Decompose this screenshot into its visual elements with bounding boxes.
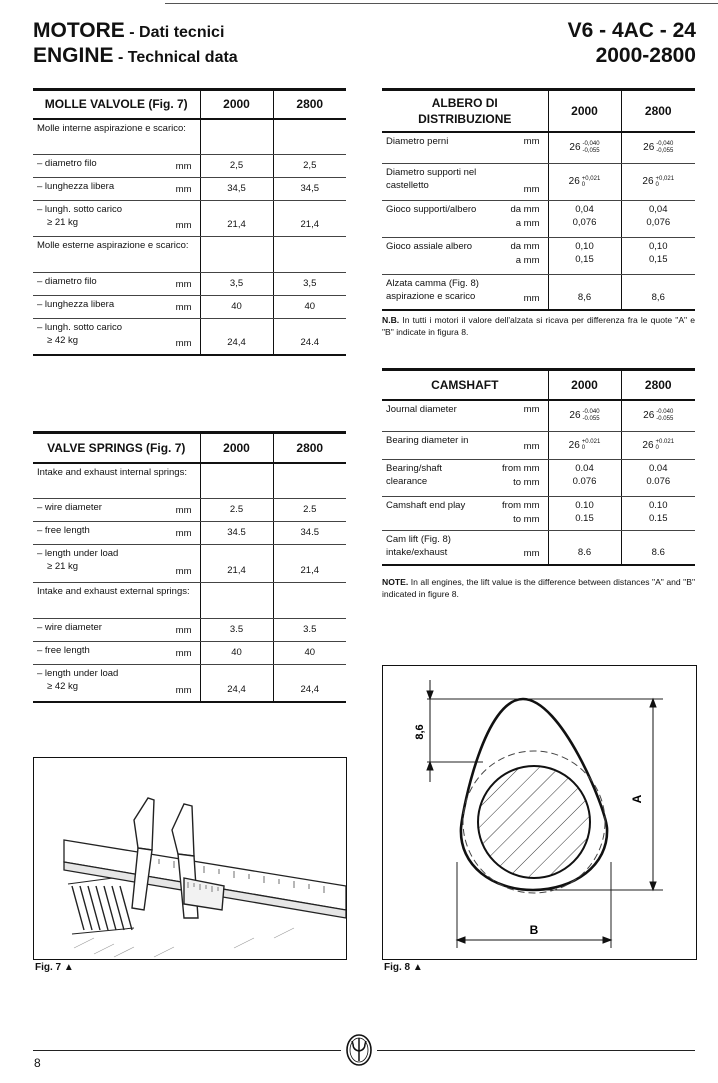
albero-title: ALBERO DI DISTRIBUZIONE (382, 90, 548, 132)
title-italian (33, 20, 224, 41)
figure-7-caption: Fig. 7 ▲ (35, 962, 74, 973)
springs-value-2000: 40 (200, 642, 273, 665)
molle-group-internal: Molle interne aspirazione e scarico: (33, 119, 200, 155)
springs-value-2800: 24,4 (273, 665, 346, 702)
dim-a-label: A (630, 794, 644, 804)
camshaft-value-2000: 8.6 (548, 531, 621, 565)
albero-row-label: Alzata camma (Fig. 8) aspirazione e scarico mm (382, 275, 548, 310)
springs-row-label: – free length mm (33, 642, 200, 665)
footer-rule-left (33, 1050, 341, 1051)
dim-b-label: B (529, 923, 539, 937)
trident-logo-icon (343, 1034, 375, 1066)
springs-value-2800: 21,4 (273, 545, 346, 583)
albero-col-2000: 2000 (548, 90, 621, 132)
albero-value-2800: 0,04 0,076 (621, 201, 695, 238)
molle-value-2800: 40 (273, 296, 346, 319)
camshaft-row-label: Bearing diameter in mm (382, 432, 548, 460)
albero-value-2800: 26 +0,021 0 (621, 164, 695, 201)
molle-row-label: – diametro filo mm (33, 273, 200, 296)
springs-col-2800: 2800 (273, 433, 346, 463)
camshaft-value-2000: 26 +0.021 0 (548, 432, 621, 460)
camshaft-value-2800: 0.04 0.076 (621, 460, 695, 497)
molle-value-2800: 21,4 (273, 201, 346, 237)
camshaft-row-label: Journal diameter mm (382, 400, 548, 432)
springs-value-2000: 3.5 (200, 619, 273, 642)
albero-col-2800: 2800 (621, 90, 695, 132)
molle-col-2000: 2000 (200, 90, 273, 119)
springs-row-label: – free length mm (33, 522, 200, 545)
figure-7-caliper (33, 757, 347, 960)
springs-title: VALVE SPRINGS (Fig. 7) (33, 433, 200, 463)
springs-value-2000: 21,4 (200, 545, 273, 583)
albero-row-label: Gioco assiale albero da mm a mm (382, 238, 548, 275)
molle-title: MOLLE VALVOLE (Fig. 7) (33, 90, 200, 119)
camshaft-value-2000: 0.10 0.15 (548, 497, 621, 531)
camshaft-value-2000: 26 -0.040 -0.055 (548, 400, 621, 432)
dim-lift-label: 8,6 (414, 724, 426, 740)
springs-value-2000: 2.5 (200, 499, 273, 522)
albero-value-2000: 0,10 0,15 (548, 238, 621, 275)
camshaft-title: CAMSHAFT (382, 370, 548, 400)
springs-value-2800: 2.5 (273, 499, 346, 522)
molle-value-2800: 24.4 (273, 319, 346, 355)
molle-col-2800: 2800 (273, 90, 346, 119)
springs-col-2000: 2000 (200, 433, 273, 463)
molle-value-2800: 2,5 (273, 155, 346, 178)
molle-row-label: – lunghezza libera mm (33, 178, 200, 201)
footer-rule-right (377, 1050, 695, 1051)
molle-row-label: – diametro filo mm (33, 155, 200, 178)
molle-value-2000: 34,5 (200, 178, 273, 201)
albero-row-label: Gioco supporti/albero da mm a mm (382, 201, 548, 238)
camshaft-value-2800: 8.6 (621, 531, 695, 565)
albero-value-2000: 26 +0,021 0 (548, 164, 621, 201)
albero-value-2800: 0,10 0,15 (621, 238, 695, 275)
albero-note-label: N.B. (382, 315, 400, 325)
albero-value-2000: 8,6 (548, 275, 621, 310)
camshaft-row-label: Camshaft end play from mm to mm (382, 497, 548, 531)
figure-8-caption: Fig. 8 ▲ (384, 962, 423, 973)
springs-value-2800: 34.5 (273, 522, 346, 545)
camshaft-note-label: NOTE. (382, 577, 409, 587)
molle-value-2800: 34,5 (273, 178, 346, 201)
albero-row-label: Diametro supporti nel castelletto mm (382, 164, 548, 201)
camshaft-row-label: Bearing/shaft clearance from mm to mm (382, 460, 548, 497)
molle-value-2000: 3,5 (200, 273, 273, 296)
molle-row-label: – lunghezza libera mm (33, 296, 200, 319)
springs-value-2000: 24,4 (200, 665, 273, 702)
shaft-section (478, 766, 590, 878)
molle-value-2800: 3,5 (273, 273, 346, 296)
springs-group-external: Intake and exhaust external springs: (33, 583, 200, 619)
springs-value-2800: 40 (273, 642, 346, 665)
camshaft-value-2800: 0.10 0.15 (621, 497, 695, 531)
camshaft-note-text: In all engines, the lift value is the difference between distances "A" and "B" indicated in figure 8. (382, 577, 696, 600)
camshaft-col-2800: 2800 (621, 370, 695, 400)
figure-8-cam-profile (382, 665, 697, 960)
title-english (33, 45, 238, 66)
springs-row-label: – length under load ≥ 21 kg mm (33, 545, 200, 583)
title-english-sub: - Technical data (117, 49, 238, 66)
camshaft-row-label: Cam lift (Fig. 8) intake/exhaust mm (382, 531, 548, 565)
cam-profile-illustration (383, 666, 696, 959)
springs-group-internal: Intake and exhaust internal springs: (33, 463, 200, 499)
molle-group-external: Molle esterne aspirazione e scarico: (33, 237, 200, 273)
molle-valvole-table (33, 88, 346, 356)
camshaft-value-2000: 0.04 0.076 (548, 460, 621, 497)
engine-range: 2000-2800 (595, 44, 696, 67)
molle-value-2000: 24,4 (200, 319, 273, 355)
camshaft-col-2000: 2000 (548, 370, 621, 400)
molle-value-2000: 40 (200, 296, 273, 319)
albero-value-2800: 26 -0,040 -0,055 (621, 132, 695, 164)
albero-row-label: Diametro perni mm (382, 132, 548, 164)
springs-row-label: – wire diameter mm (33, 619, 200, 642)
title-italian-sub: - Dati tecnici (129, 24, 225, 41)
page-number: 8 (34, 1056, 41, 1070)
header-rule (165, 3, 718, 4)
title-italian-main: MOTORE (33, 19, 125, 42)
molle-value-2000: 2,5 (200, 155, 273, 178)
engine-model: V6 - 4AC - 24 (567, 19, 696, 42)
caliper-illustration (34, 758, 346, 959)
albero-distribuzione-table (382, 88, 695, 311)
springs-row-label: – length under load ≥ 42 kg mm (33, 665, 200, 702)
albero-note (382, 314, 695, 339)
molle-row-label: – lungh. sotto carico ≥ 21 kg mm (33, 201, 200, 237)
springs-value-2800: 3.5 (273, 619, 346, 642)
camshaft-value-2800: 26 +0.021 0 (621, 432, 695, 460)
title-english-main: ENGINE (33, 44, 114, 67)
albero-note-text: In tutti i motori il valore dell'alzata si ricava per differenza fra le quote "A" e "B" indicate in figura 8. (382, 315, 696, 338)
camshaft-note (382, 576, 695, 601)
camshaft-value-2800: 26 -0.040 -0.055 (621, 400, 695, 432)
molle-value-2000: 21,4 (200, 201, 273, 237)
springs-row-label: – wire diameter mm (33, 499, 200, 522)
camshaft-table (382, 368, 695, 566)
albero-value-2000: 26 -0,040 -0,055 (548, 132, 621, 164)
springs-value-2000: 34.5 (200, 522, 273, 545)
molle-row-label: – lungh. sotto carico ≥ 42 kg mm (33, 319, 200, 355)
albero-value-2000: 0,04 0,076 (548, 201, 621, 238)
albero-value-2800: 8,6 (621, 275, 695, 310)
valve-springs-table (33, 431, 346, 703)
